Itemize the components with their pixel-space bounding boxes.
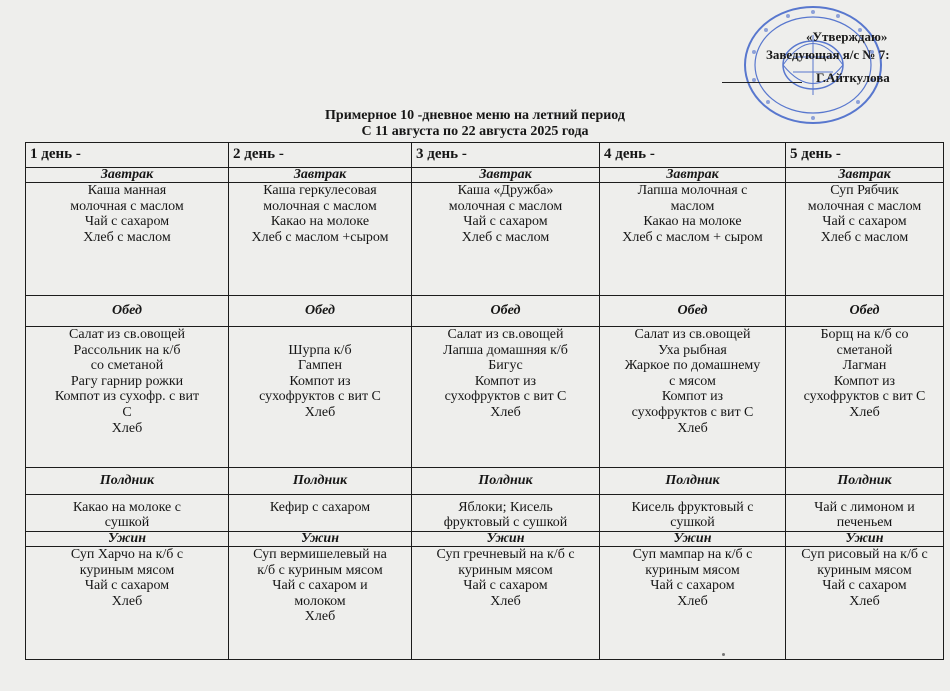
meal-label: Обед [412,296,600,327]
meal-label: Завтрак [229,168,412,183]
dish-line: Жаркое по домашнему [624,358,761,374]
dish-line: Хлеб [111,420,143,436]
dish-line: Яблоки; Кисель [458,499,553,515]
day-header: 3 день - [412,143,600,168]
meal-row-lunch [26,296,944,327]
menu-cell [600,327,786,468]
menu-cell [412,495,600,532]
meal-label: Полдник [412,468,600,495]
meal-label: Обед [229,296,412,327]
dish-line: Суп Рябчик [830,183,899,198]
dish-line: Суп мампар на к/б с [632,547,753,562]
dish-line: молочная с маслом [70,198,184,214]
menu-cell [26,547,229,660]
dish-line: Хлеб с маслом [461,229,550,245]
dish-line: сушкой [104,515,150,531]
dish-line: сухофруктов с вит С [803,389,926,405]
dish-line: Хлеб с маслом +сыром [251,229,389,245]
dish-line: Хлеб [490,404,521,420]
menu-cell [600,495,786,532]
menu-row-lunch [26,327,944,468]
meal-label: Ужин [26,532,229,547]
dish-line: маслом [670,198,715,214]
dish-line: Лапша домашняя к/б [443,342,568,358]
dish-line: Чай с сахаром [822,214,907,230]
meal-label: Полдник [786,468,944,495]
dish-line [231,327,409,343]
dish-line: Шурпа к/б [288,342,352,358]
meal-label: Обед [26,296,229,327]
menu-row-breakfast [26,183,944,296]
meal-label: Полдник [26,468,229,495]
day-header-row [26,143,944,168]
meal-label: Завтрак [412,168,600,183]
menu-row-snack [26,495,944,532]
meal-row-breakfast [26,168,944,183]
dish-line: Чай с сахаром [463,578,548,594]
dish-line: куриным мясом [645,562,740,578]
dish-line: Суп рисовый на к/б с [801,547,928,562]
dish-line: Кисель фруктовый с [631,499,754,515]
dish-line: Хлеб [677,420,708,436]
page-subtitle: С 11 августа по 22 августа 2025 года [361,124,589,139]
dish-line: сушкой [670,515,715,531]
dish-line: Рагу гарнир рожки [70,373,184,389]
scan-speck [722,653,725,656]
dish-line: печеньем [836,515,893,531]
menu-cell [786,183,944,296]
menu-cell [412,327,600,468]
dish-line: Какао на молоке с [73,499,181,515]
meal-label: Обед [600,296,786,327]
dish-line [231,515,409,531]
dish-line: к/б с куриным мясом [257,562,383,578]
dish-line: с мясом [669,373,716,389]
dish-line: Чай с сахаром [84,214,170,230]
dish-line: Суп Харчо на к/б с [70,547,184,562]
dish-line: Борщ на к/б со [820,327,909,342]
dish-line: Чай с сахаром [822,578,907,594]
dish-line: куриным мясом [817,562,912,578]
meal-label: Полдник [600,468,786,495]
dish-line: Каша манная [87,183,167,198]
dish-line: Хлеб [849,593,880,609]
menu-cell [26,183,229,296]
day-header: 4 день - [600,143,786,168]
dish-line: Каша «Дружба» [457,183,554,198]
menu-cell [600,183,786,296]
dish-line: Компот из [833,373,896,389]
meal-label: Завтрак [786,168,944,183]
dish-line: Хлеб с маслом + сыром [622,229,763,245]
dish-line: молочная с маслом [448,198,563,214]
dish-line: сухофруктов с вит С [444,389,567,405]
menu-cell [786,547,944,660]
dish-line: сухофруктов с вит С [259,389,381,405]
dish-line: Рассольник на к/б [73,342,181,358]
day-header: 2 день - [229,143,412,168]
dish-line: Какао на молоке [270,214,370,230]
dish-line: Чай с сахаром [84,578,170,594]
dish-line: Какао на молоке [643,214,742,230]
dish-line: фруктовый с сушкой [443,515,568,531]
menu-cell [229,327,412,468]
meal-label: Ужин [600,532,786,547]
menu-cell [26,495,229,532]
menu-cell [229,183,412,296]
dish-line: куриным мясом [458,562,553,578]
approval-line-3: Г.Айткулова [816,70,890,86]
page-title: Примерное 10 -дневное меню на летний период [325,108,625,123]
dish-line: Чай с сахаром [650,578,735,594]
menu-table [25,142,944,660]
dish-line: Каша геркулесовая [263,183,377,198]
dish-line: Компот из [289,373,351,389]
menu-cell [229,495,412,532]
dish-line: Хлеб [490,593,521,609]
dish-line: молочная с маслом [807,198,922,214]
dish-line: Лапша молочная с [637,183,748,198]
dish-line: Салат из св.овощей [634,327,751,342]
meal-label: Ужин [786,532,944,547]
dish-line: Хлеб [111,593,143,609]
meal-label: Ужин [412,532,600,547]
approval-line-1: «Утверждаю» [806,29,888,44]
meal-label: Полдник [229,468,412,495]
dish-line: со сметаной [90,358,164,374]
meal-row-dinner [26,532,944,547]
dish-line: Хлеб [304,609,336,625]
dish-line: куриным мясом [79,562,175,578]
dish-line: Хлеб с маслом [83,229,171,245]
meal-label: Завтрак [600,168,786,183]
day-header: 1 день - [26,143,229,168]
menu-cell [412,183,600,296]
signature-line [722,82,802,83]
dish-line: Чай с лимоном и [814,499,915,515]
dish-line: Суп гречневый на к/б с [436,547,575,562]
dish-line: Хлеб [304,404,336,420]
dish-line: Компот из [474,373,537,389]
dish-line: Уха рыбная [658,342,727,358]
dish-line: Хлеб с маслом [820,229,909,245]
dish-line: Хлеб [677,593,708,609]
approval-block [752,28,942,87]
dish-line: Компот из сухофр. с вит [54,389,200,405]
meal-label: Обед [786,296,944,327]
menu-cell [786,327,944,468]
dish-line: Хлеб [849,404,880,420]
menu-cell [600,547,786,660]
dish-line: Гампен [297,358,343,374]
dish-line: молоком [294,593,346,609]
dish-line: Чай с сахаром и [272,578,368,594]
dish-line: Суп вермишелевый на [253,547,387,562]
meal-label: Завтрак [26,168,229,183]
meal-label: Ужин [229,532,412,547]
dish-line: Чай с сахаром [463,214,548,230]
menu-cell [229,547,412,660]
meal-row-snack [26,468,944,495]
dish-line: С [122,404,132,420]
day-header: 5 день - [786,143,944,168]
dish-line: Салат из св.овощей [69,327,185,342]
dish-line: Лагман [842,358,887,374]
dish-line: Кефир с сахаром [269,499,371,515]
menu-row-dinner [26,547,944,660]
menu-cell [786,495,944,532]
dish-line: Компот из [661,389,724,405]
approval-line-2: Заведующая я/с № 7: [766,46,890,62]
menu-cell [26,327,229,468]
dish-line: Салат из св.овощей [447,327,564,342]
dish-line: сухофруктов с вит С [631,404,754,420]
menu-cell [412,547,600,660]
dish-line: Бигус [488,358,523,374]
dish-line: молочная с маслом [263,198,377,214]
dish-line: сметаной [836,342,893,358]
